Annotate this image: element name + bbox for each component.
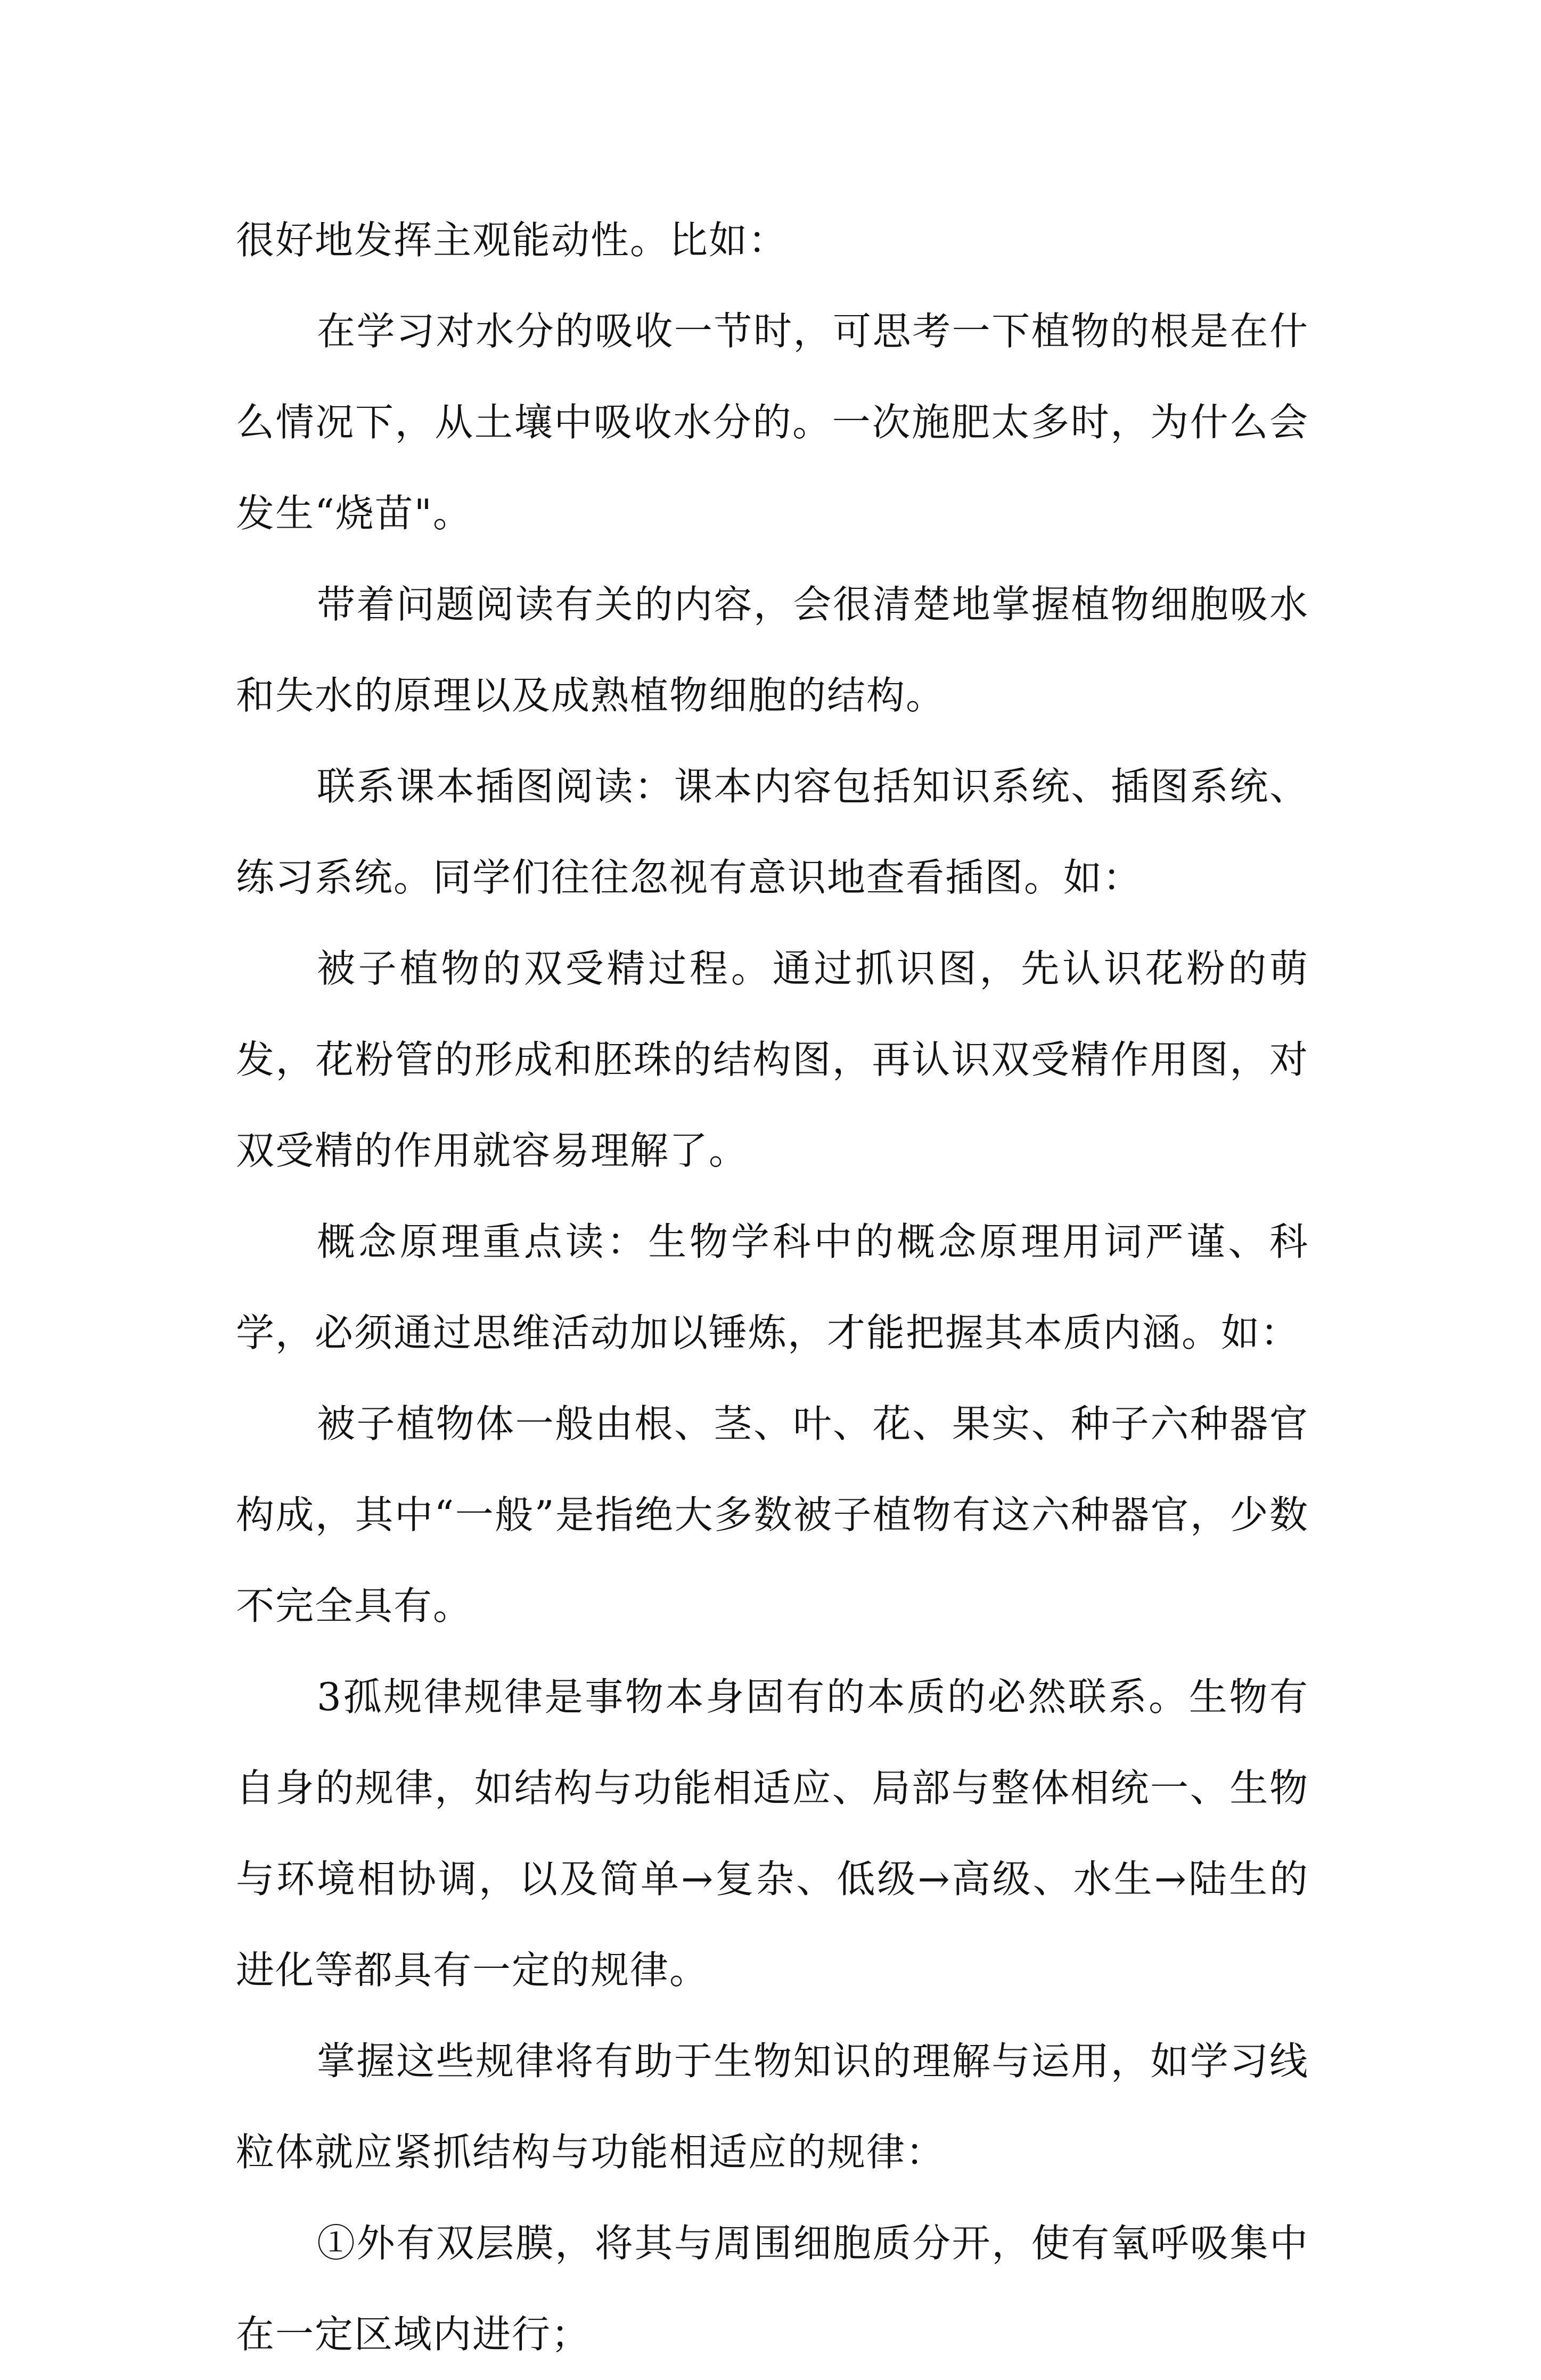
paragraph-1: 很好地发挥主观能动性。比如： <box>236 218 788 262</box>
paragraph-5: 被子植物的双受精过程。通过抓识图，先认识花粉的萌发，花粉管的形成和胚珠的结构图，再认识双受精作用图，对双受精的作用就容易理解了。 <box>236 946 1309 1173</box>
paragraph-10: ①外有双层膜，将其与周围细胞质分开，使有氧呼吸集中在一定区域内进行； <box>236 2221 1309 2357</box>
paragraph-6: 概念原理重点读：生物学科中的概念原理用词严谨、科学，必须通过思维活动加以锤炼，才能把握其本质内涵。如： <box>236 1219 1309 1355</box>
paragraph-7: 被子植物体一般由根、茎、叶、花、果实、种子六种器官构成，其中“一般”是指绝大多数被子植物有这六种器官，少数不完全具有。 <box>236 1401 1309 1628</box>
paragraph-8: 3孤规律规律是事物本身固有的本质的必然联系。生物有自身的规律，如结构与功能相适应、局部与整体相统一、生物与环境相协调，以及简单→复杂、低级→高级、水生→陆生的进化等都具有一定的规律。 <box>236 1675 1309 1992</box>
document-body <box>236 195 1309 2380</box>
paragraph-3: 带着问题阅读有关的内容，会很清楚地掌握植物细胞吸水和失水的原理以及成熟植物细胞的结构。 <box>236 582 1309 718</box>
paragraph-4: 联系课本插图阅读：课本内容包括知识系统、插图系统、练习系统。同学们往往忽视有意识地查看插图。如： <box>236 764 1309 900</box>
paragraph-9: 掌握这些规律将有助于生物知识的理解与运用，如学习线粒体就应紧抓结构与功能相适应的规律： <box>236 2039 1309 2174</box>
paragraph-2: 在学习对水分的吸收一节时，可思考一下植物的根是在什么情况下，从土壤中吸收水分的。一次施肥太多时，为什么会发生“烧苗"。 <box>236 309 1309 536</box>
